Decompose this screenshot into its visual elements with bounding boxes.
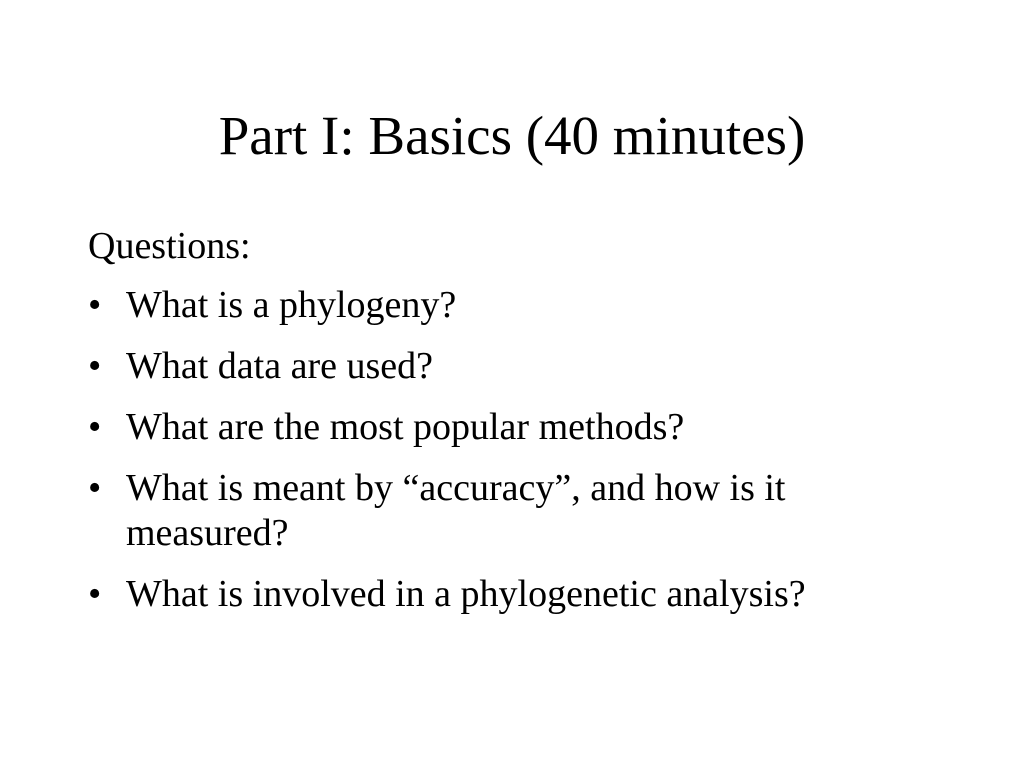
list-item <box>88 344 948 389</box>
list-item <box>88 572 948 617</box>
bullet-icon: • <box>88 284 102 326</box>
list-item <box>88 283 948 328</box>
slide-body <box>88 224 948 633</box>
questions-heading: Questions: <box>88 225 251 267</box>
list-item-text: What is meant by “accuracy”, and how is it measured? <box>126 467 786 554</box>
list-item <box>88 466 948 556</box>
bullet-icon: • <box>88 345 102 387</box>
list-item <box>88 405 948 450</box>
slide-title: Part I: Basics (40 minutes) <box>218 105 806 166</box>
bullet-icon: • <box>88 406 102 448</box>
list-item-text: What are the most popular methods? <box>126 406 685 448</box>
bullet-icon: • <box>88 467 102 509</box>
list-item-text: What is a phylogeny? <box>126 284 457 326</box>
list-item-text: What data are used? <box>126 345 433 387</box>
bullet-icon: • <box>88 573 102 615</box>
question-list <box>88 283 948 617</box>
list-item-text: What is involved in a phylogenetic analysis? <box>126 573 806 615</box>
